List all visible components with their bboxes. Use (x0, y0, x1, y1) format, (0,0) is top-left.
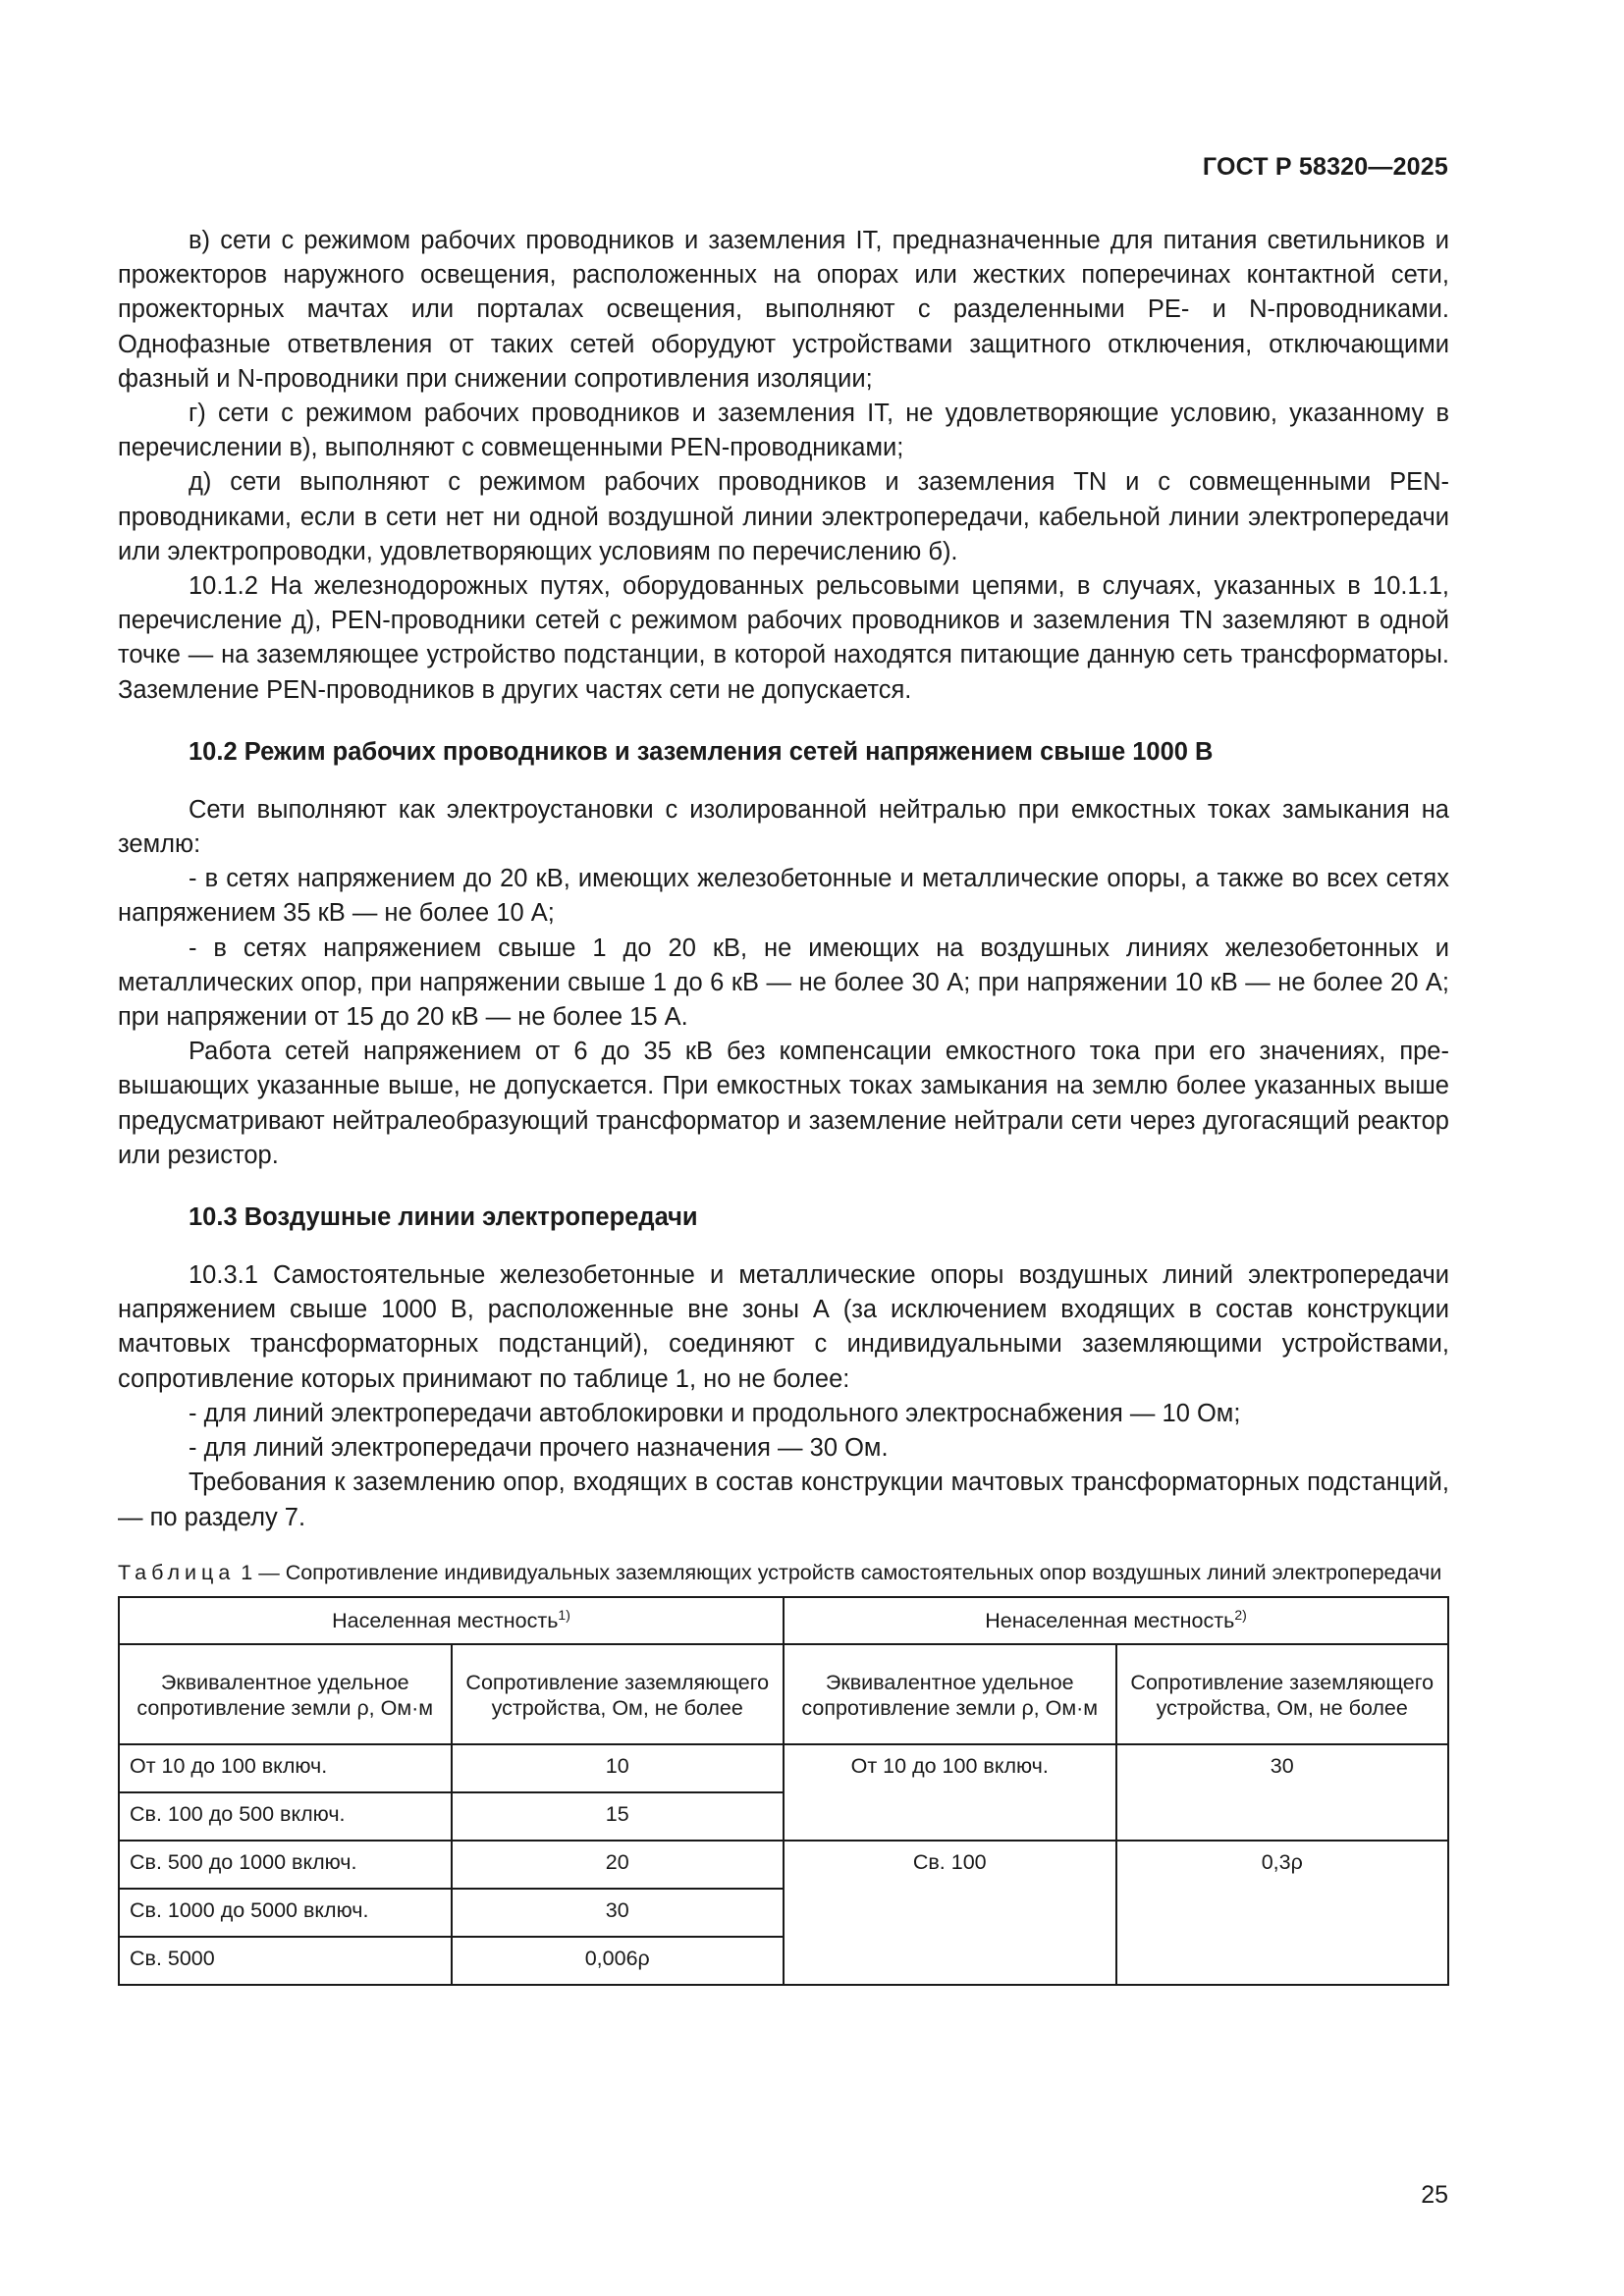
cell-range: От 10 до 100 включ. (119, 1744, 452, 1792)
table-caption-text: 1 — Сопротивление индивидуальных заземляющих устройств самостоятельных опор воздушных линий электропередачи (241, 1560, 1442, 1584)
resistance-table (118, 1596, 1449, 1986)
paragraph: Сети выполняют как электроустановки с изолированной нейтралью при емкостных токах замыкания на землю: (118, 795, 1449, 859)
page-content (118, 224, 1449, 1986)
paragraph: д) сети выполняют с режимом рабочих проводников и заземления TN и с совмещенными PEN-проводниками, если в сети нет ни одной воздушной линии электропередачи, кабельной линии электропередачи или электропроводки, удовлетворяющих условиям по перечислению б). (118, 468, 1449, 565)
paragraph: Работа сетей напряжением от 6 до 35 кВ без компенсации емкостного тока при его значениях, превышающих указанные выше, не допускается. При емкостных токах замыкания на землю более указанных выше предусматривают нейтралеобразующий трансформатор и заземление нейтрали сети через дугогасящий реактор или резистор. (118, 1038, 1449, 1169)
paragraph: 10.1.2 На железнодорожных путях, оборудованных рельсовыми цепями, в случаях, указанных в 10.1.1, перечисление д), PEN-проводники сетей с режимом рабочих проводников и заземления TN заземляют в одной точке — на заземляющее устройство подстанции, в которой находятся питающие данную сеть трансформаторы. Заземление PEN-проводников в других частях сети не допускается. (118, 572, 1449, 704)
cell-value: 30 (452, 1889, 785, 1937)
paragraph: 10.3.1 Самостоятельные железобетонные и металлические опоры воздушных линий электропередачи напряжением свыше 1000 В, расположенные вне зоны А (за исключением входящих в состав конструкции мачтовых трансформаторных подстанций), соединяют с индивидуальными заземляющими устройствами, сопротивление которых принимают по таблице 1, но не более: (118, 1261, 1449, 1393)
table-group-header-row (119, 1597, 1448, 1644)
cell-range: Св. 100 до 500 включ. (119, 1792, 452, 1841)
paragraph: - в сетях напряжением до 20 кВ, имеющих железобетонные и металлические опоры, а также во всех сетях напряжением 35 кВ — не более 10 А; (118, 865, 1449, 928)
cell-value: 20 (452, 1841, 785, 1889)
column-header-resistance: Сопротивление заземляющего устройства, Ом, не более (1116, 1644, 1449, 1744)
document-code: ГОСТ Р 58320—2025 (1202, 153, 1448, 181)
paragraph: - для линий электропередачи автоблокировки и продольного электроснабжения — 10 Ом; (189, 1399, 1241, 1427)
column-header-resistivity: Эквивалентное удельное сопротивление земли ρ, Ом·м (119, 1644, 452, 1744)
cell-range: От 10 до 100 включ. (784, 1744, 1116, 1841)
cell-value: 10 (452, 1744, 785, 1792)
cell-range: Св. 5000 (119, 1937, 452, 1985)
cell-value: 0,3ρ (1116, 1841, 1449, 1985)
paragraph: Требования к заземлению опор, входящих в состав конструкции мачтовых трансформаторных подстанций, — по разделу 7. (118, 1468, 1449, 1531)
table-row (119, 1841, 1448, 1889)
section-heading-10-3: 10.3 Воздушные линии электропередачи (189, 1203, 698, 1232)
column-header-resistance: Сопротивление заземляющего устройства, Ом, не более (452, 1644, 785, 1744)
cell-range: Св. 1000 до 5000 включ. (119, 1889, 452, 1937)
cell-range: Св. 500 до 1000 включ. (119, 1841, 452, 1889)
cell-value: 15 (452, 1792, 785, 1841)
cell-value: 0,006ρ (452, 1937, 785, 1985)
footnote-ref-2: 2) (1234, 1606, 1247, 1623)
table-column-header-row (119, 1644, 1448, 1744)
table-caption-label: Таблица (118, 1560, 236, 1584)
header-populated-area: Населенная местность$^{1)}$ (119, 1597, 784, 1644)
paragraph: - для линий электропередачи прочего назначения — 30 Ом. (189, 1434, 889, 1463)
page-number: 25 (1421, 2181, 1448, 2209)
cell-range: Св. 100 (784, 1841, 1116, 1985)
header-unpopulated-area: Ненаселенная местность$^{2)}$ (784, 1597, 1448, 1644)
column-header-resistivity: Эквивалентное удельное сопротивление земли ρ, Ом·м (784, 1644, 1116, 1744)
paragraph: - в сетях напряжением свыше 1 до 20 кВ, не имеющих на воздушных линиях железобетонных и металлических опор, при напряжении свыше 1 до 6 кВ — не более 30 А; при напряжении 10 кВ — не более 20 А; при напряжении от 15 до 20 кВ — не более 15 А. (118, 934, 1449, 1032)
paragraph: г) сети с режимом рабочих проводников и заземления IT, не удовлетворяющие условию, указанному в перечислении в), выполняют с совмещенными PEN-проводниками; (118, 400, 1449, 462)
footnote-ref-1: 1) (558, 1606, 570, 1623)
cell-value: 30 (1116, 1744, 1449, 1841)
table-row (119, 1744, 1448, 1792)
paragraph: в) сети с режимом рабочих проводников и заземления IT, предназначенные для питания светильников и прожекторов наружного освещения, расположенных на опорах или жестких поперечинах контактной сети, прожекторных мачтах или порталах освещения, выполняют с разделенными PE- и N-проводниками. Однофазные ответвления от таких сетей оборудуют устройствами защитного отключения, отключающими фазный и N-проводники при снижении сопротивления изоляции; (118, 227, 1449, 393)
section-heading-10-2: 10.2 Режим рабочих проводников и заземления сетей напряжением свыше 1000 В (189, 737, 1214, 766)
table-caption (118, 1559, 1449, 1586)
